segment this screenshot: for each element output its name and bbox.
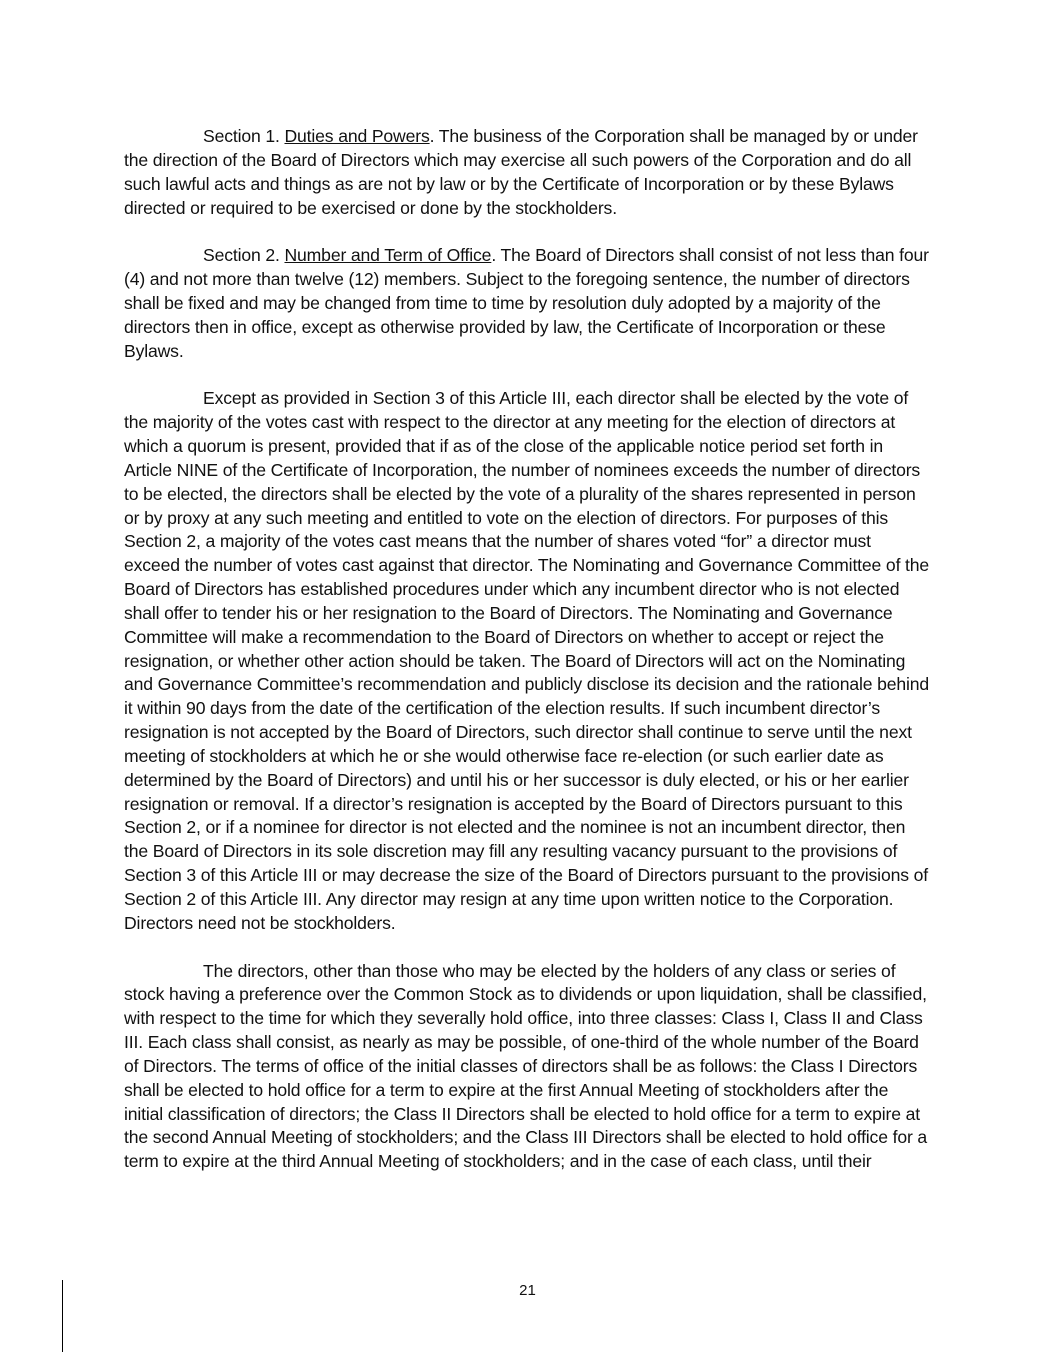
- section-2-heading: Number and Term of Office: [284, 245, 492, 266]
- classification-paragraph: The directors, other than those who may be elected by the holders of any class or series of stock having a preference over the Common Stock as to dividends or upon liquidation, shall be classified, with respect to the time for which they severally hold office, into three classes: Class I, Class II and Class III. Each class shall consist, as nearly as may be possible, of one-third of the whole number of the Board of Directors. The terms of office of the initial classes of directors shall be as follows: the Class I Directors shall be elected to hold office for a term to expire at the first Annual Meeting of stockholders after the initial classification of directors; the Class II Directors shall be elected to hold office for a term to expire at the second Annual Meeting of stockholders; and the Class III Directors shall be elected to hold office for a term to expire at the third Annual Meeting of stockholders; and in the case of each class, until their: [124, 960, 928, 1172]
- section-1-prefix: Section 1.: [203, 126, 285, 146]
- election-paragraph: Except as provided in Section 3 of this Article III, each director shall be elected by the vote of the majority of the votes cast with respect to the director at any meeting for the election of directors at which a quorum is present, provided that if as of the close of the applicable notice period set forth in Article NINE of the Certificate of Incorporation, the number of nominees exceeds the number of directors to be elected, the directors shall be elected by the vote of a plurality of the shares represented in person or by proxy at any such meeting and entitled to vote on the election of directors. For purposes of this Section 2, a majority of the votes cast means that the number of shares voted “for” a director must exceed the number of votes cast against that director. The Nominating and Governance Committee of the Board of Directors has established procedures under which any incumbent director who is not elected shall offer to tender his or her resignation to the Board of Directors. The Nominating and Governance Committee will make a recommendation to the Board of Directors on whether to accept or reject the resignation, or whether other action should be taken. The Board of Directors will act on the Nominating and Governance Committee’s recommendation and publicly disclose its decision and the rationale behind it within 90 days from the date of the certification of the election results. If such incumbent director’s resignation is not accepted by the Board of Directors, such director shall continue to serve until the next meeting of stockholders at which he or she would otherwise face re-election (or such earlier date as determined by the Board of Directors) and until his or her successor is duly elected, or his or her earlier resignation or removal. If a director’s resignation is accepted by the Board of Directors pursuant to this Section 2, or if a nominee for director is not elected and the nominee is not an incumbent director, then the Board of Directors in its sole discretion may fill any resulting vacancy pursuant to the provisions of Section 3 of this Article III or may decrease the size of the Board of Directors pursuant to the provisions of Section 2 of this Article III. Any director may resign at any time upon written notice to the Corporation. Directors need not be stockholders.: [124, 388, 930, 933]
- section-2-text: . The Board of Directors shall consist of not less than four (4) and not more than twelve (12) members. Subject to the foregoing sentence, the number of directors shall be fixed and may be changed from time to time by resolution duly adopted by a majority of the directors then in office, except as otherwise provided by law, the Certificate of Incorporation or these Bylaws.: [124, 245, 929, 361]
- section-1-text: . The business of the Corporation shall be managed by or under the direction of the Board of Directors which may exercise all such powers of the Corporation and do all such lawful acts and things as are not by law or by the Certificate of Incorporation or by these Bylaws directed or required to be exercised or done by the stockholders.: [124, 126, 918, 218]
- section-2-paragraph: [124, 244, 930, 363]
- section-1-paragraph: [124, 125, 930, 220]
- document-body: [124, 125, 930, 1198]
- section-2-prefix: Section 2.: [203, 245, 285, 266]
- margin-change-bar: [62, 1280, 63, 1352]
- page-number: 21: [519, 1282, 536, 1299]
- section-1-heading: Duties and Powers: [284, 126, 430, 146]
